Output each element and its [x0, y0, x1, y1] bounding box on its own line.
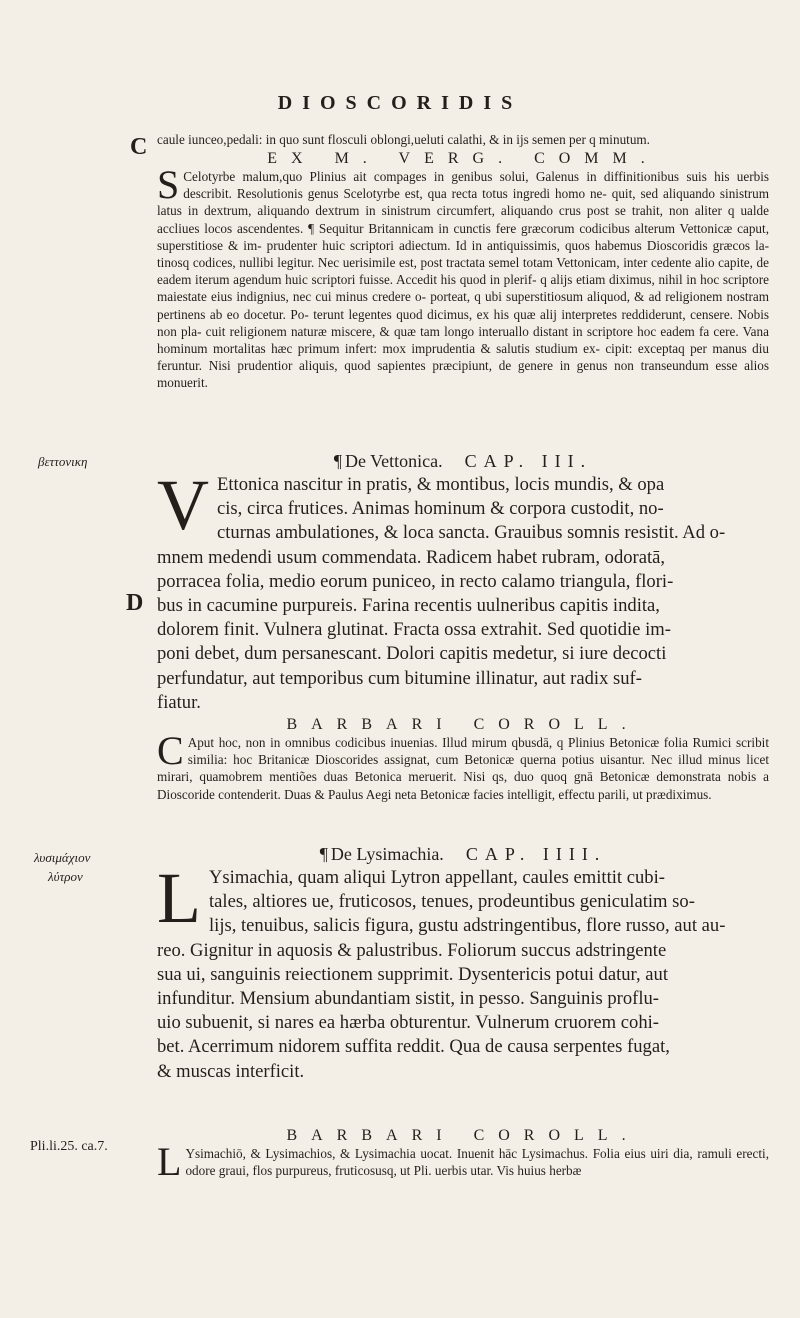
chapter-vettonica: [157, 449, 769, 715]
text-line: mnem medendi usum commendata. Radicem habet rubram, odoratā,: [157, 546, 666, 568]
margin-pliny-reference: Pli.li.25. ca.7.: [30, 1139, 108, 1154]
text-line: Ysimachia, quam aliqui Lytron appellant, caules emittit cubi-: [208, 867, 665, 888]
text-line: Ettonica nascitur in pratis, & montibus, locis mundis, & opa: [217, 474, 665, 495]
commentary-heading: BARBARI COROLL.: [286, 1127, 640, 1144]
commentary-text: Aput hoc, non in omnibus codicibus inuenias. Illud mirum qbusdā, q Plinius Betonicæ folia Rumici scribit similia: hoc Britanicæ Dioscorides assignat, cum Betonicæ querna potius uisantur. Nec illud minus licet mirari, quamobrem mentiões duas Betonica meruerit. Nisi qs, duo quoq gnā Betonicæ demonstrata nobis a Dioscoride contenderit. Duas & Paulus Aegi neta Betonicæ facies intelligit, effectu parili, ut prædiximus.: [157, 735, 769, 802]
chapter-lysimachia: [157, 842, 769, 1084]
chapter-number: CAP. IIII.: [465, 844, 607, 864]
commentary-text: Ysimachiō, & Lysimachios, & Lysimachia uocat. Inuenit hāc Lysimachus. Folia eius uiri dia, ramuli erecti, odore graui, flos purpureus, fruticosusq, ut Pli. uerbis utar. Vis huius herbæ: [185, 1146, 769, 1179]
text-line: cturnas ambulationes, & loca sancta. Grauibus somnis resistit. Ad o-: [217, 522, 726, 544]
text-line: & muscas interficit.: [157, 1060, 305, 1082]
text-line: reo. Gignitur in aquosis & palustribus. Foliorum succus adstringente: [157, 939, 667, 961]
dropcap-c: C: [157, 728, 184, 773]
text-line: dolorem finit. Vulnera glutinat. Fracta ossa extrahit. Sed quotidie im-: [157, 619, 671, 641]
text-line: infunditur. Mensium abundantiam sistit, in pesso. Sanguinis proflu-: [157, 988, 660, 1010]
text-line: uio subuenit, si nares ea hærba obturentur. Vulnerum cruorem cohi-: [157, 1012, 659, 1034]
commentary-vergil: [157, 150, 769, 392]
margin-letter-d: D: [126, 590, 144, 616]
dropcap-v: V: [157, 465, 209, 545]
chapter-title: De Lysimachia.: [330, 844, 444, 864]
commentary-barbarus-1: [157, 716, 769, 803]
margin-letter-c: C: [130, 134, 148, 160]
dropcap-l: L: [157, 858, 201, 938]
commentary-barbarus-2: [157, 1127, 769, 1184]
text-line: perfundatur, aut temporibus cum bitumine illinatur, aut radix suf-: [157, 667, 642, 689]
commentary-heading: EX M. VERG. COMM.: [267, 150, 659, 167]
text-line: bus in cacumine purpureis. Farina recentis uulneribus capitis indita,: [157, 595, 660, 617]
chapter-number: CAP. III.: [464, 451, 593, 471]
pilcrow-icon: ¶: [319, 844, 328, 864]
dropcap-s: S: [157, 162, 180, 207]
text-line: fiatur.: [157, 691, 201, 713]
chapter-title: De Vettonica.: [345, 451, 443, 471]
margin-greek-lysimachia: λυσιμάχιον: [34, 850, 91, 865]
chapter-heading: [157, 842, 769, 866]
intro-line: caule iunceo,pedali: in quo sunt flosculi oblongi,ueluti calathi, & in ijs semen per q minutum.: [157, 132, 650, 147]
margin-greek-lytron: λύτρον: [48, 869, 83, 884]
text-line: porracea folia, medio eorum puniceo, in recto calamo triangula, flori-: [157, 570, 674, 592]
dropcap-l-small: L: [157, 1139, 182, 1184]
text-line: bet. Acerrimum nidorem suffita reddit. Qua de causa serpentes fugat,: [157, 1036, 670, 1058]
text-line: poni debet, dum persanescant. Dolori capitis medetur, si iure decocti: [157, 643, 667, 665]
text-line: sua ui, sanguinis reiectionem supprimit. Dysentericis potui datur, aut: [157, 963, 669, 985]
pilcrow-icon: ¶: [333, 451, 342, 471]
chapter-heading: [157, 449, 769, 473]
commentary-text: Celotyrbe malum,quo Plinius ait compages in genibus solui, Galenus in diffinitionibus suis his uerbis describit. Resolutionis genus Scelotyrbe est, qua recta totus ingredi homo ne- quit, sed aliquando sinistrum latus in dextrum, aliquando dextrum in sinistrum circumfert, aliquando crus post se trahit, non aliter q ualde accliues locos ascendentes. ¶ Sequitur Britannicam in cunctis fere græcorum codicibus alterum Vettonicæ caput, superstitiose & im- prudenter huic scriptori adiectum. Id in antiquissimis, quos habemus Dioscoridis græcos la- tinosq codices, nullibi legitur. Nec uerisimile est, post tractata semel totam Vettonicam, inter cedente alio capite, de eadem iterum agendum huic scriptori fuisse. Accedit his quod in plerif- q alijs etiam diximus, nihil in hoc scriptore maiestate eius indignius, nec cui minus credere o- porteat, q ubi superstitiosum aliquod, & ad religionem nostram pertinens ab eo docetur. Po- terunt legentes quod dicimus, ex his quæ alij interpretes reddiderunt, censere. Nobis non pla- cuit religionem naturæ miscere, & quæ tam longo interuallo distant in scriptore hoc eadem fa cere. Vana hominum mortalitas hæc primum infert: mox imprudentia & salutis studium ex- cipit: exceptaq per manus diu feruntur. Nisi prudentior aliquis, quod sapientes præcipiunt, de genere in genus non transeundum esse alios monuerit.: [157, 169, 769, 391]
text-line: cis, circa frutices. Animas hominum & corpora custodit, no-: [217, 498, 664, 520]
text-line: lijs, tenuibus, salicis figura, gustu adstringentibus, flore russo, aut au-: [208, 915, 726, 937]
margin-greek-vettonica: βεττονικη: [38, 454, 88, 469]
text-line: tales, altiores ue, fruticosos, tenues, prodeuntibus geniculatim so-: [208, 891, 695, 913]
running-head: DIOSCORIDIS: [277, 92, 523, 114]
commentary-heading: BARBARI COROLL.: [286, 716, 640, 733]
